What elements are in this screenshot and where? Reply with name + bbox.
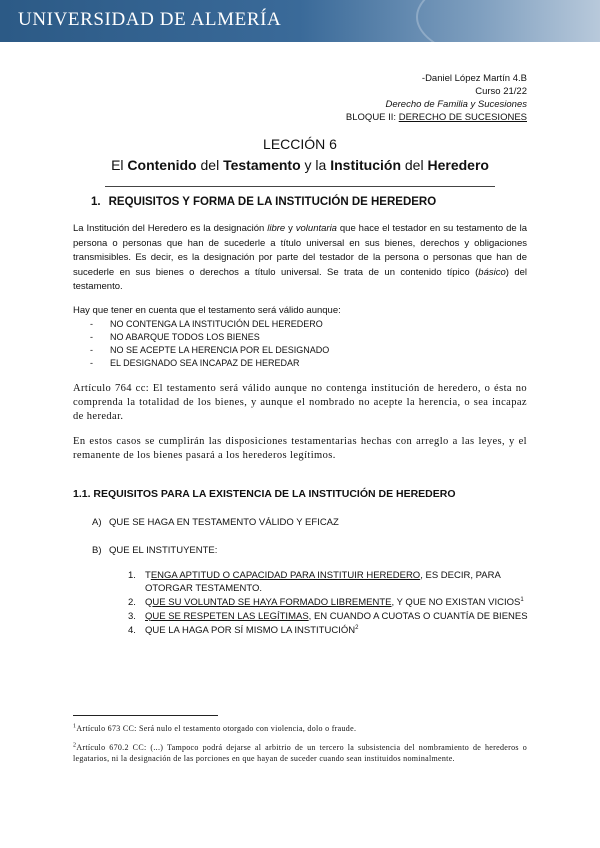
list-item — [128, 597, 528, 610]
definition-paragraph — [73, 222, 527, 295]
title-part: del — [401, 157, 428, 173]
subject: Derecho de Familia y Sucesiones — [385, 99, 527, 110]
condition-letter: A) — [92, 517, 102, 528]
footnote-text: Artículo 673 CC: Será nulo el testamento otorgado con violencia, dolo o fraude. — [76, 724, 357, 733]
title-part: Institución — [330, 157, 401, 173]
item-number: 1. — [128, 570, 136, 581]
university-banner — [0, 0, 600, 42]
text-run: La Institución del Heredero es la designación — [73, 223, 268, 234]
condition-letter: B) — [92, 545, 102, 556]
condition-text: QUE EL INSTITUYENTE: — [109, 545, 218, 556]
condition-a — [92, 517, 339, 528]
validity-intro: Hay que tener en cuenta que el testamento será válido aunque: — [73, 305, 341, 316]
list-item — [128, 611, 528, 624]
footnote-text: Artículo 670.2 CC: (...) Tampoco podrá dejarse al arbitrio de un tercero la subsistencia del nombramiento de herederos o legatarios, ni la designación de las porciones en que hayan de suceder cuando sean instituidos nominalmente. — [73, 743, 527, 763]
block-prefix: BLOQUE II: — [345, 112, 399, 123]
course-year: Curso 21/22 — [475, 86, 527, 97]
footnote-mark: 2 — [73, 742, 77, 749]
list-item — [128, 625, 528, 638]
item-rest: , Y QUE NO EXISTAN VICIOS — [391, 596, 521, 608]
article-764: Artículo 764 cc: El testamento será válido aunque no contenga institución de heredero, o ésta no comprenda la totalidad de los bienes, y aunque el nombrado no acepte la herencia, o sea incapaz de heredar. — [73, 383, 527, 422]
item-number: 2. — [128, 596, 136, 608]
item-number: 4. — [128, 624, 136, 636]
title-part: del — [196, 157, 224, 173]
footnote-ref: 1 — [520, 596, 524, 603]
item-rest: , ES DECIR, PARA OTORGAR TESTAMENTO. — [145, 570, 501, 594]
item-underlined: ENGA APTITUD O CAPACIDAD PARA INSTITUIR HEREDERO — [150, 570, 421, 581]
list-item: - NO SE ACEPTE LA HERENCIA POR EL DESIGNADO — [90, 344, 329, 357]
title-part: El — [111, 157, 128, 173]
title-part: Testamento — [223, 157, 301, 173]
article-note: En estos casos se cumplirán las disposiciones testamentarias hechas con arreglo a las leyes, y el remanente de los bienes pasará a los herederos legítimos. — [73, 436, 527, 461]
title-part: Heredero — [427, 157, 489, 173]
condition-text: QUE SE HAGA EN TESTAMENTO VÁLIDO Y EFICAZ — [109, 517, 339, 528]
block-topic: DERECHO DE SUCESIONES — [398, 112, 527, 123]
lesson-title — [0, 157, 600, 173]
list-item — [128, 570, 528, 595]
footnote-ref: 2 — [355, 624, 359, 631]
item-number: 3. — [128, 610, 136, 622]
banner-swoosh — [416, 0, 600, 42]
text-run: voluntaria — [295, 223, 337, 234]
document-meta — [346, 72, 527, 124]
list-item: - NO CONTENGA LA INSTITUCIÓN DEL HEREDERO — [90, 318, 329, 331]
list-item: - EL DESIGNADO SEA INCAPAZ DE HEREDAR — [90, 357, 329, 370]
title-part: y la — [300, 157, 331, 173]
text-run: que hace el testador en su testamento de la persona o personas que han de sucederle a título universal en sus bienes, derechos y obligaciones transmisibles. Es decir, es la designación por parte del testador de la persona o personas que han de sucederle en sus bienes o derechos a título universal. Se trata de un contenido típico ( — [73, 223, 527, 278]
title-part: Contenido — [127, 157, 197, 173]
footnote-2 — [73, 743, 527, 764]
item-underlined: UE SU VOLUNTAD SE HAYA FORMADO LIBREMENTE — [152, 596, 392, 608]
title-divider — [105, 186, 495, 187]
footnote-divider — [73, 715, 218, 716]
author: -Daniel López Martín 4.B — [421, 73, 527, 84]
item-rest: QUE LA HAGA POR SÍ MISMO LA INSTITUCIÓN — [145, 624, 356, 636]
item-underlined: QUE SE RESPETEN LAS LEGÍTIMAS — [145, 610, 309, 622]
text-run: libre — [267, 223, 286, 234]
item-rest: , EN CUANDO A CUOTAS O CUANTÍA DE BIENES — [308, 610, 528, 622]
condition-b — [92, 545, 217, 556]
validity-list — [90, 318, 329, 370]
section-title: REQUISITOS Y FORMA DE LA INSTITUCIÓN DE HEREDERO — [108, 196, 437, 208]
footnote-mark: 1 — [73, 723, 77, 730]
subsection-heading: 1.1. REQUISITOS PARA LA EXISTENCIA DE LA INSTITUCIÓN DE HEREDERO — [73, 488, 456, 500]
university-name: UNIVERSIDAD DE ALMERÍA — [18, 9, 282, 30]
section-number: 1. — [91, 196, 101, 208]
item-first: T — [145, 570, 151, 581]
text-run: y — [285, 223, 296, 234]
item-first: Q — [145, 596, 153, 608]
lesson-label: LECCIÓN 6 — [263, 136, 337, 152]
text-run: básico — [478, 266, 506, 278]
text-run: ) del testamento. — [73, 266, 527, 292]
list-item: - NO ABARQUE TODOS LOS BIENES — [90, 331, 329, 344]
footnote-1 — [73, 724, 527, 735]
requirements-list — [128, 570, 528, 639]
block-line — [346, 111, 527, 124]
section-heading — [91, 196, 436, 208]
